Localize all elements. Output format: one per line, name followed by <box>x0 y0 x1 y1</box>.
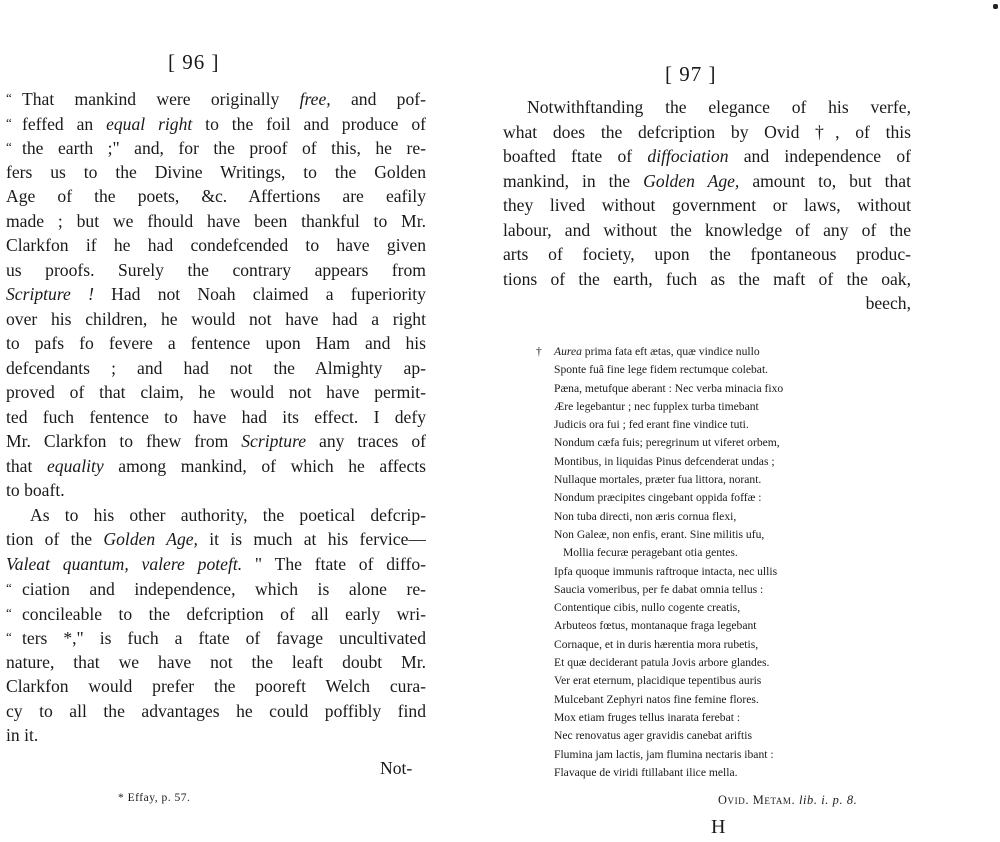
poem-line: Ver erat eternum, placidique tepentibus auris <box>554 674 762 688</box>
text-line <box>6 527 426 552</box>
poem-line: Mulcebant Zephyri natos fine femine flores. <box>554 692 759 706</box>
poem-line: Saucia vomeribus, per fe dabat omnia tellus : <box>554 582 764 596</box>
line-text: over his children, he would not have had a right <box>6 308 426 329</box>
poem-line: Sponte fuâ fine lege fidem rectumque colebat. <box>554 363 769 377</box>
text-line <box>6 478 426 503</box>
line-text: labour, and without the knowledge of any of the <box>503 219 911 240</box>
dagger-mark: † <box>536 345 542 358</box>
poem-line: Nullaque mortales, præter fua littora, norant. <box>554 473 762 487</box>
text-line <box>6 160 426 185</box>
text-line <box>6 307 426 332</box>
text-line <box>503 291 911 316</box>
quote-mark: “ <box>6 629 12 644</box>
signature-mark: H <box>711 816 726 838</box>
poem-line: Non tuba directi, non æris cornua flexi, <box>554 509 737 523</box>
right-page <box>490 0 920 842</box>
text-line <box>503 95 911 120</box>
text-line <box>6 258 426 283</box>
text-line <box>6 454 426 479</box>
text-line <box>503 169 911 194</box>
italic-text: equal right <box>106 113 193 134</box>
left-page <box>0 0 440 842</box>
line-text: As to his other authority, the poetical defcrip- <box>30 504 426 525</box>
text-line <box>6 209 426 234</box>
poem-line: Mox etiam fruges tellus inarata ferebat : <box>554 710 741 724</box>
text-line <box>6 429 426 454</box>
line-text: it is much at his fervice— <box>197 529 426 549</box>
line-text: to the foil and produce of <box>192 113 426 134</box>
text-line <box>6 86 426 111</box>
italic-text: Valeat quantum, valere poteft. <box>6 553 243 574</box>
quote-mark: “ <box>6 114 12 130</box>
line-text: Clarkfon if he had condefcended to have given <box>6 235 426 255</box>
text-line <box>6 331 426 356</box>
line-text: any traces of <box>306 431 426 451</box>
quote-mark: “ <box>6 90 12 105</box>
line-text: the earth ;" and, for the proof of this, he re- <box>22 138 426 158</box>
poem-line: Nondum cæfa fuis; peregrinum ut viferet orbem, <box>554 436 780 450</box>
line-text: fers us to the Divine Writings, to the Golden <box>6 161 426 182</box>
line-text: us proofs. Surely the contrary appears from <box>6 259 426 280</box>
line-text: proved of that claim, he would not have permit- <box>6 382 426 402</box>
poem-line: Arbuteos fœtus, montanaque fraga legebant <box>554 619 757 633</box>
poem-line: Mollia fecuræ peragebant otia gentes. <box>563 546 738 560</box>
poem-line-text: prima fata eft ætas, quæ vindice nullo <box>581 345 760 358</box>
poem-line <box>536 343 896 361</box>
poem-line: Ipfa quoque immunis raftroque intacta, nec ullis <box>554 564 778 578</box>
line-text: arts of fociety, upon the fpontaneous produc- <box>503 244 911 264</box>
poem-line: Montibus, in liquidas Pinus defcenderat undas ; <box>554 454 775 468</box>
text-line <box>6 503 426 528</box>
quote-mark: “ <box>6 580 12 595</box>
line-text: amount to, but that <box>739 170 911 191</box>
line-text: ciation and independence, which is alone re- <box>22 579 426 599</box>
line-text: Notwithftanding the elegance of his verfe, <box>527 97 911 117</box>
text-line <box>6 650 426 675</box>
text-line <box>6 723 426 748</box>
catchword: Not- <box>380 758 413 778</box>
line-text: that <box>6 455 47 476</box>
line-text: beech, <box>865 293 911 313</box>
text-line <box>6 552 426 577</box>
line-text: ted fuch fentence to have had its effect. I defy <box>6 406 426 427</box>
corner-mark <box>993 4 998 9</box>
italic-text: free, <box>299 89 331 109</box>
line-text: among mankind, of which he affects <box>103 455 426 476</box>
line-text: boafted ftate of <box>503 146 648 166</box>
line-text: tion of the <box>6 529 104 549</box>
left-page-text <box>6 86 426 748</box>
page-number-97: [ 97 ] <box>665 62 717 86</box>
text-line <box>503 144 911 169</box>
text-line <box>6 282 426 307</box>
line-text: mankind, in the <box>503 170 644 191</box>
text-line <box>503 218 911 243</box>
poem-line: Non Galeæ, non enfis, erant. Sine militis ufu, <box>554 527 765 541</box>
poem-line: Ære legebantur ; nec fupplex turba timebant <box>554 399 759 413</box>
text-line <box>503 267 911 292</box>
text-line <box>6 674 426 699</box>
line-text: " The ftate of diffo- <box>242 553 426 574</box>
line-text: in it. <box>6 725 39 745</box>
text-line <box>503 242 911 267</box>
italic-text: Golden Age, <box>103 529 198 549</box>
line-text: made ; but we fhould have been thankful to Mr. <box>6 210 426 231</box>
poem-line: Pæna, metufque aberant : Nec verba minacia fixo <box>554 381 784 395</box>
poem-line: Flumina jam lactis, jam flumina nectaris ibant : <box>554 747 774 761</box>
text-line <box>503 193 911 218</box>
ovid-footnote-quotation <box>536 343 896 782</box>
quote-mark: “ <box>6 139 12 154</box>
line-text: to boaft. <box>6 480 65 500</box>
poem-line: Judicis ora fui ; fed erant fine vindice tuti. <box>554 418 749 432</box>
italic-text: equality <box>47 455 104 476</box>
line-text: they lived without government or laws, without <box>503 195 911 215</box>
text-line <box>6 111 426 136</box>
text-line <box>6 699 426 724</box>
line-text: and independence of <box>728 146 911 166</box>
right-page-text <box>503 95 911 316</box>
poem-line: Contentique cibis, nullo cogente creatis, <box>554 601 741 615</box>
text-line <box>6 625 426 650</box>
footnote-essay: * Effay, p. 57. <box>118 792 191 804</box>
poem-line: Nec renovatus ager gravidis canebat ariftis <box>554 729 752 743</box>
line-text: defcendants ; and had not the Almighty ap- <box>6 357 426 378</box>
text-line <box>6 380 426 405</box>
text-line <box>6 601 426 626</box>
poem-line: Flavaque de viridi ftillabant ilice mella. <box>554 765 738 779</box>
text-line <box>6 576 426 601</box>
text-line <box>6 356 426 381</box>
line-text: Mr. Clarkfon to fhew from <box>6 431 242 451</box>
italic-text: Scripture <box>241 431 307 451</box>
line-text: tions of the earth, fuch as the maft of the oak, <box>503 268 911 289</box>
poem-line: Cornaque, et in duris hærentia mora rubetis, <box>554 637 759 651</box>
line-text: Clarkfon would prefer the pooreft Welch cura- <box>6 676 426 696</box>
text-line <box>6 405 426 430</box>
line-text: That mankind were originally <box>22 89 300 109</box>
line-text: concileable to the defcription of all early wri- <box>22 603 426 624</box>
italic-text: Scripture ! <box>6 284 94 304</box>
line-text: Had not Noah claimed a fuperiority <box>93 284 426 304</box>
text-line <box>6 135 426 160</box>
line-text: what does the defcription by Ovid †, of this <box>503 121 911 142</box>
line-text: and pof- <box>330 89 426 109</box>
line-text: nature, that we have not the leaft doubt Mr. <box>6 651 426 672</box>
page-number-96: [ 96 ] <box>168 50 220 74</box>
italic-text: Golden Age, <box>643 170 740 191</box>
poem-italic-word: Aurea <box>554 345 582 358</box>
attribution-reference: lib. i. p. 8. <box>798 793 858 807</box>
text-line <box>6 184 426 209</box>
text-line <box>6 233 426 258</box>
italic-text: diffociation <box>647 146 729 166</box>
line-text: feffed an <box>22 113 107 134</box>
poem-line: Et quæ deciderant patula Jovis arbore glandes. <box>554 656 770 670</box>
ovid-attribution <box>718 793 857 808</box>
line-text: to pafs fo fevere a fentence upon Ham and his <box>6 333 426 353</box>
line-text: cy to all the advantages he could poffibly find <box>6 700 426 721</box>
text-line <box>503 120 911 145</box>
poem-line: Nondum præcipites cingebant oppida foffæ : <box>554 491 762 505</box>
attribution-author: Ovid. Metam. <box>718 793 796 807</box>
line-text: ters *," is fuch a ftate of favage uncultivated <box>22 628 426 648</box>
line-text: Age of the poets, &c. Affertions are eafily <box>6 186 426 206</box>
quote-mark: “ <box>6 604 12 620</box>
